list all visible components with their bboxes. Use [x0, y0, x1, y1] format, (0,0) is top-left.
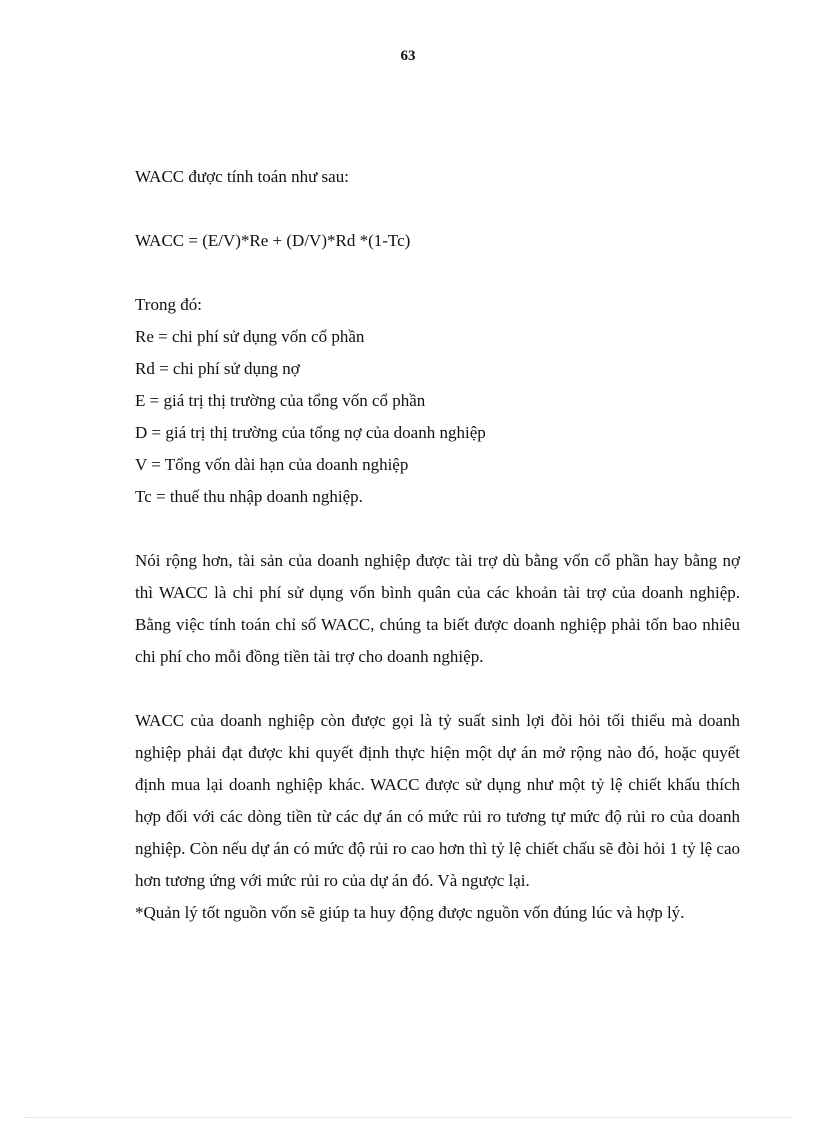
definition-tc: Tc = thuế thu nhập doanh nghiệp. [135, 487, 363, 506]
paragraph-financing: Nói rộng hơn, tài sản của doanh nghiệp được tài trợ dù bằng vốn cổ phần hay bằng nợ thì WACC là chi phí sử dụng vốn bình quân của các khoản tài trợ của doanh nghiệp. Bằng việc tính toán chỉ số WACC, chúng ta biết được doanh nghiệp phải tốn bao nhiêu chi phí cho mỗi đồng tiền tài trợ cho doanh nghiệp. [135, 551, 740, 666]
spacer [135, 257, 740, 289]
spacer [135, 673, 740, 705]
page-number: 63 [400, 48, 416, 64]
spacer [135, 513, 740, 545]
page-content [135, 161, 740, 929]
paragraph-required-return: WACC của doanh nghiệp còn được gọi là tỷ suất sinh lợi đòi hỏi tối thiểu mà doanh nghiệp phải đạt được khi quyết định thực hiện một dự án mở rộng nào đó, hoặc quyết định mua lại doanh nghiệp khác. WACC được sử dụng như một tỷ lệ chiết khấu thích hợp đối với các dòng tiền từ các dự án có mức rủi ro tương tự mức độ rủi ro của doanh nghiệp. Còn nếu dự án có mức độ rủi ro cao hơn thì tỷ lệ chiết chấu sẽ đòi hỏi 1 tỷ lệ cao hơn tương ứng với mức rủi ro của dự án đó. Và ngược lại. [135, 711, 740, 890]
paragraph-capital-management: *Quản lý tốt nguồn vốn sẽ giúp ta huy động được nguồn vốn đúng lúc và hợp lý. [135, 903, 685, 922]
wacc-formula: WACC = (E/V)*Re + (D/V)*Rd *(1-Tc) [135, 231, 411, 250]
page-bottom-border [24, 1117, 792, 1118]
definition-v: V = Tổng vốn dài hạn của doanh nghiệp [135, 455, 409, 474]
definition-re: Re = chi phí sử dụng vốn cổ phần [135, 327, 365, 346]
intro-line: WACC được tính toán như sau: [135, 167, 349, 186]
definition-e: E = giá trị thị trường của tổng vốn cổ phần [135, 391, 426, 410]
where-heading: Trong đó: [135, 295, 202, 314]
definition-d: D = giá trị thị trường của tổng nợ của doanh nghiệp [135, 423, 486, 442]
spacer [135, 193, 740, 225]
definition-rd: Rd = chi phí sử dụng nợ [135, 359, 300, 378]
